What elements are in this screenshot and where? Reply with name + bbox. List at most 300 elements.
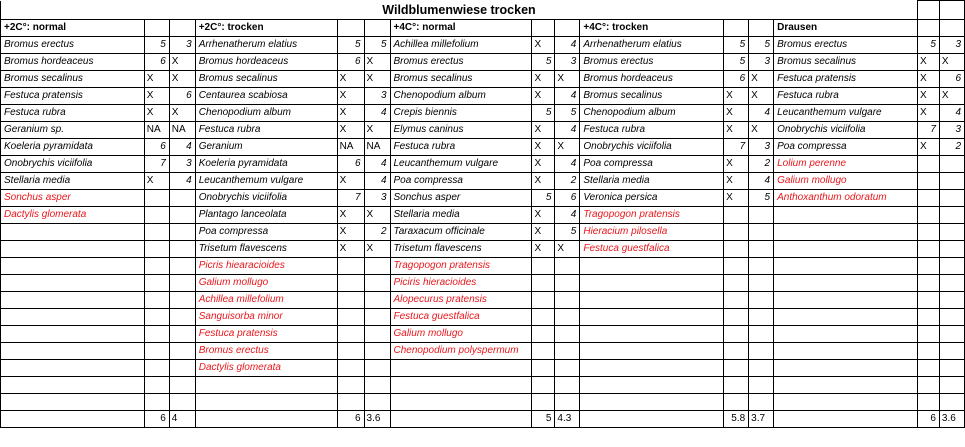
total-cell[interactable]: 4.3 — [555, 411, 580, 428]
empty-cell[interactable] — [749, 20, 774, 37]
empty-cell[interactable] — [337, 394, 364, 411]
species-name-cell[interactable]: Festuca pratensis — [195, 326, 337, 343]
species-name-cell[interactable]: Plantago lanceolata — [195, 207, 337, 224]
empty-cell[interactable] — [195, 394, 337, 411]
value-cell[interactable] — [337, 258, 364, 275]
species-name-cell[interactable]: Taraxacum officinale — [390, 224, 532, 241]
species-name-cell[interactable]: Leucanthemum vulgare — [195, 173, 337, 190]
species-name-cell[interactable]: Chenopodium album — [195, 105, 337, 122]
empty-cell[interactable] — [917, 275, 939, 292]
value-cell[interactable] — [917, 156, 939, 173]
value-cell[interactable] — [337, 360, 364, 377]
empty-cell[interactable] — [749, 377, 774, 394]
value-cell[interactable]: NA — [144, 122, 169, 139]
empty-cell[interactable] — [390, 411, 532, 428]
value-cell[interactable]: 2 — [749, 156, 774, 173]
species-name-cell[interactable]: Sonchus asper — [1, 190, 145, 207]
species-name-cell[interactable]: Lolium perenne — [774, 156, 918, 173]
value-cell[interactable] — [144, 190, 169, 207]
value-cell[interactable]: 5 — [144, 37, 169, 54]
value-cell[interactable]: X — [364, 71, 390, 88]
empty-cell[interactable] — [169, 394, 195, 411]
empty-cell[interactable] — [532, 360, 555, 377]
value-cell[interactable]: X — [555, 71, 580, 88]
species-name-cell[interactable]: Onobrychis viciifolia — [580, 139, 724, 156]
value-cell[interactable]: X — [749, 88, 774, 105]
value-cell[interactable]: X — [144, 105, 169, 122]
value-cell[interactable]: X — [337, 122, 364, 139]
value-cell[interactable]: X — [337, 224, 364, 241]
empty-cell[interactable] — [195, 411, 337, 428]
value-cell[interactable]: X — [939, 54, 964, 71]
value-cell[interactable]: 4 — [749, 105, 774, 122]
species-name-cell[interactable]: Koeleria pyramidata — [1, 139, 145, 156]
value-cell[interactable]: 4 — [169, 139, 195, 156]
species-name-cell[interactable]: Bromus erectus — [1, 37, 145, 54]
value-cell[interactable]: X — [169, 54, 195, 71]
value-cell[interactable]: 6 — [555, 190, 580, 207]
value-cell[interactable]: 5 — [532, 105, 555, 122]
value-cell[interactable]: X — [917, 105, 939, 122]
empty-cell[interactable] — [337, 20, 364, 37]
empty-cell[interactable] — [169, 343, 195, 360]
value-cell[interactable]: 6 — [337, 156, 364, 173]
species-name-cell[interactable]: Trisetum flavescens — [390, 241, 532, 258]
species-name-cell[interactable]: Achillea millefolium — [195, 292, 337, 309]
value-cell[interactable]: 4 — [555, 88, 580, 105]
species-name-cell[interactable]: Bromus secalinus — [580, 88, 724, 105]
value-cell[interactable]: 5 — [749, 190, 774, 207]
value-cell[interactable]: 4 — [169, 173, 195, 190]
empty-cell[interactable] — [144, 275, 169, 292]
empty-cell[interactable] — [749, 275, 774, 292]
value-cell[interactable]: 2 — [364, 224, 390, 241]
empty-cell[interactable] — [1, 394, 145, 411]
species-name-cell[interactable]: Festuca rubra — [195, 122, 337, 139]
value-cell[interactable]: X — [364, 207, 390, 224]
value-cell[interactable]: 5 — [364, 37, 390, 54]
species-name-cell[interactable]: Chenopodium album — [390, 88, 532, 105]
value-cell[interactable]: 5 — [337, 37, 364, 54]
species-name-cell[interactable]: Hieracium pilosella — [580, 224, 724, 241]
empty-cell[interactable] — [580, 360, 724, 377]
total-cell[interactable]: 5 — [532, 411, 555, 428]
species-name-cell[interactable]: Poa compressa — [195, 224, 337, 241]
value-cell[interactable]: 3 — [749, 54, 774, 71]
total-cell[interactable]: 6 — [144, 411, 169, 428]
empty-cell[interactable] — [169, 258, 195, 275]
empty-cell[interactable] — [939, 326, 964, 343]
species-name-cell[interactable]: Poa compressa — [580, 156, 724, 173]
species-name-cell[interactable]: Sonchus asper — [390, 190, 532, 207]
value-cell[interactable]: 3 — [939, 122, 964, 139]
empty-cell[interactable] — [144, 309, 169, 326]
empty-cell[interactable] — [917, 258, 939, 275]
value-cell[interactable]: X — [364, 122, 390, 139]
value-cell[interactable]: NA — [169, 122, 195, 139]
value-cell[interactable] — [364, 326, 390, 343]
empty-cell[interactable] — [917, 309, 939, 326]
value-cell[interactable] — [555, 275, 580, 292]
empty-cell[interactable] — [724, 377, 749, 394]
value-cell[interactable] — [939, 190, 964, 207]
empty-cell[interactable] — [939, 360, 964, 377]
total-cell[interactable]: 3.6 — [364, 411, 390, 428]
species-name-cell[interactable]: Leucanthemum vulgare — [774, 105, 918, 122]
empty-cell[interactable] — [939, 241, 964, 258]
species-name-cell[interactable]: Bromus secalinus — [1, 71, 145, 88]
species-name-cell[interactable]: Chenopodium polyspermum — [390, 343, 532, 360]
empty-cell[interactable] — [580, 309, 724, 326]
value-cell[interactable]: 3 — [555, 54, 580, 71]
empty-cell[interactable] — [169, 292, 195, 309]
value-cell[interactable]: 2 — [555, 173, 580, 190]
species-name-cell[interactable]: Sanguisorba minor — [195, 309, 337, 326]
value-cell[interactable]: 6 — [144, 139, 169, 156]
empty-cell[interactable] — [1, 241, 145, 258]
empty-cell[interactable] — [774, 326, 918, 343]
value-cell[interactable]: X — [532, 71, 555, 88]
value-cell[interactable]: 3 — [939, 37, 964, 54]
empty-cell[interactable] — [532, 20, 555, 37]
section-header[interactable]: +2C°: trocken — [195, 20, 337, 37]
empty-cell[interactable] — [580, 292, 724, 309]
value-cell[interactable]: X — [532, 139, 555, 156]
empty-cell[interactable] — [144, 343, 169, 360]
value-cell[interactable]: X — [532, 88, 555, 105]
value-cell[interactable] — [724, 241, 749, 258]
species-name-cell[interactable]: Stellaria media — [390, 207, 532, 224]
empty-cell[interactable] — [364, 394, 390, 411]
empty-cell[interactable] — [749, 360, 774, 377]
empty-cell[interactable] — [1, 377, 145, 394]
species-name-cell[interactable]: Trisetum flavescens — [195, 241, 337, 258]
value-cell[interactable]: X — [749, 71, 774, 88]
value-cell[interactable]: 7 — [917, 122, 939, 139]
value-cell[interactable]: X — [917, 71, 939, 88]
empty-cell[interactable] — [390, 377, 532, 394]
empty-cell[interactable] — [144, 224, 169, 241]
species-name-cell[interactable]: Galium mollugo — [195, 275, 337, 292]
value-cell[interactable]: X — [169, 71, 195, 88]
value-cell[interactable]: X — [337, 71, 364, 88]
empty-cell[interactable] — [144, 292, 169, 309]
empty-cell[interactable] — [724, 326, 749, 343]
empty-cell[interactable] — [390, 360, 532, 377]
species-name-cell[interactable]: Galium mollugo — [774, 173, 918, 190]
value-cell[interactable]: 5 — [532, 190, 555, 207]
value-cell[interactable] — [532, 275, 555, 292]
empty-cell[interactable] — [169, 326, 195, 343]
value-cell[interactable] — [532, 309, 555, 326]
value-cell[interactable]: X — [337, 88, 364, 105]
value-cell[interactable] — [169, 190, 195, 207]
empty-cell[interactable] — [917, 20, 939, 37]
value-cell[interactable] — [337, 292, 364, 309]
empty-cell[interactable] — [144, 258, 169, 275]
empty-cell[interactable] — [939, 377, 964, 394]
species-name-cell[interactable]: Anthoxanthum odoratum — [774, 190, 918, 207]
value-cell[interactable]: NA — [364, 139, 390, 156]
value-cell[interactable]: X — [555, 241, 580, 258]
empty-cell[interactable] — [144, 241, 169, 258]
value-cell[interactable] — [749, 241, 774, 258]
value-cell[interactable]: 7 — [144, 156, 169, 173]
empty-cell[interactable] — [917, 326, 939, 343]
value-cell[interactable]: 7 — [724, 139, 749, 156]
value-cell[interactable]: X — [939, 88, 964, 105]
empty-cell[interactable] — [774, 394, 918, 411]
species-name-cell[interactable]: Festuca guestfalica — [580, 241, 724, 258]
value-cell[interactable]: X — [532, 173, 555, 190]
value-cell[interactable]: 5 — [724, 54, 749, 71]
empty-cell[interactable] — [939, 292, 964, 309]
value-cell[interactable] — [724, 224, 749, 241]
empty-cell[interactable] — [749, 343, 774, 360]
empty-cell[interactable] — [774, 241, 918, 258]
species-name-cell[interactable]: Geranium — [195, 139, 337, 156]
species-name-cell[interactable]: Festuca guestfalica — [390, 309, 532, 326]
total-cell[interactable]: 5.8 — [724, 411, 749, 428]
section-header[interactable]: Drausen — [774, 20, 918, 37]
value-cell[interactable] — [555, 326, 580, 343]
empty-cell[interactable] — [169, 275, 195, 292]
species-name-cell[interactable]: Bromus erectus — [580, 54, 724, 71]
total-cell[interactable]: 6 — [917, 411, 939, 428]
value-cell[interactable] — [364, 360, 390, 377]
value-cell[interactable]: 4 — [555, 156, 580, 173]
species-name-cell[interactable]: Achillea millefolium — [390, 37, 532, 54]
empty-cell[interactable] — [1, 224, 145, 241]
value-cell[interactable] — [144, 207, 169, 224]
value-cell[interactable]: X — [144, 71, 169, 88]
empty-cell[interactable] — [774, 411, 918, 428]
empty-cell[interactable] — [939, 1, 964, 20]
value-cell[interactable]: 4 — [364, 105, 390, 122]
empty-cell[interactable] — [1, 258, 145, 275]
empty-cell[interactable] — [774, 377, 918, 394]
empty-cell[interactable] — [724, 343, 749, 360]
value-cell[interactable] — [364, 275, 390, 292]
empty-cell[interactable] — [580, 343, 724, 360]
value-cell[interactable]: 4 — [555, 37, 580, 54]
value-cell[interactable]: X — [169, 105, 195, 122]
species-name-cell[interactable]: Onobrychis viciifolia — [1, 156, 145, 173]
value-cell[interactable]: 3 — [364, 88, 390, 105]
species-name-cell[interactable]: Crepis biennis — [390, 105, 532, 122]
value-cell[interactable]: 5 — [749, 37, 774, 54]
empty-cell[interactable] — [555, 377, 580, 394]
species-name-cell[interactable]: Bromus hordeaceus — [580, 71, 724, 88]
value-cell[interactable]: X — [724, 156, 749, 173]
species-name-cell[interactable]: Bromus erectus — [195, 343, 337, 360]
empty-cell[interactable] — [939, 394, 964, 411]
empty-cell[interactable] — [532, 377, 555, 394]
value-cell[interactable]: 2 — [939, 139, 964, 156]
empty-cell[interactable] — [144, 326, 169, 343]
value-cell[interactable] — [364, 258, 390, 275]
value-cell[interactable]: X — [555, 139, 580, 156]
species-name-cell[interactable]: Dactylis glomerata — [195, 360, 337, 377]
empty-cell[interactable] — [364, 377, 390, 394]
species-name-cell[interactable]: Poa compressa — [774, 139, 918, 156]
species-name-cell[interactable]: Piciris hieracioides — [390, 275, 532, 292]
species-name-cell[interactable]: Tragopogon pratensis — [390, 258, 532, 275]
species-name-cell[interactable]: Bromus hordeaceus — [1, 54, 145, 71]
empty-cell[interactable] — [337, 377, 364, 394]
empty-cell[interactable] — [774, 343, 918, 360]
value-cell[interactable]: X — [364, 54, 390, 71]
species-name-cell[interactable]: Bromus erectus — [774, 37, 918, 54]
empty-cell[interactable] — [724, 394, 749, 411]
empty-cell[interactable] — [1, 360, 145, 377]
value-cell[interactable] — [555, 258, 580, 275]
species-name-cell[interactable]: Festuca pratensis — [774, 71, 918, 88]
species-name-cell[interactable]: Stellaria media — [580, 173, 724, 190]
value-cell[interactable] — [337, 326, 364, 343]
value-cell[interactable] — [364, 292, 390, 309]
empty-cell[interactable] — [144, 20, 169, 37]
value-cell[interactable]: X — [364, 241, 390, 258]
empty-cell[interactable] — [144, 360, 169, 377]
empty-cell[interactable] — [1, 292, 145, 309]
empty-cell[interactable] — [580, 377, 724, 394]
value-cell[interactable]: NA — [337, 139, 364, 156]
species-name-cell[interactable]: Bromus hordeaceus — [195, 54, 337, 71]
total-cell[interactable]: 4 — [169, 411, 195, 428]
empty-cell[interactable] — [195, 377, 337, 394]
value-cell[interactable]: 6 — [939, 71, 964, 88]
species-name-cell[interactable]: Onobrychis viciifolia — [195, 190, 337, 207]
value-cell[interactable]: 4 — [364, 156, 390, 173]
value-cell[interactable]: 3 — [169, 37, 195, 54]
value-cell[interactable] — [939, 156, 964, 173]
total-cell[interactable]: 3.7 — [749, 411, 774, 428]
species-name-cell[interactable]: Picris hiearacioides — [195, 258, 337, 275]
empty-cell[interactable] — [749, 326, 774, 343]
empty-cell[interactable] — [169, 377, 195, 394]
value-cell[interactable]: 5 — [532, 54, 555, 71]
empty-cell[interactable] — [580, 326, 724, 343]
empty-cell[interactable] — [169, 20, 195, 37]
empty-cell[interactable] — [532, 394, 555, 411]
value-cell[interactable]: X — [724, 173, 749, 190]
empty-cell[interactable] — [724, 309, 749, 326]
empty-cell[interactable] — [774, 275, 918, 292]
total-cell[interactable]: 6 — [337, 411, 364, 428]
empty-cell[interactable] — [1, 411, 145, 428]
empty-cell[interactable] — [169, 241, 195, 258]
value-cell[interactable]: X — [532, 156, 555, 173]
value-cell[interactable]: 7 — [337, 190, 364, 207]
value-cell[interactable]: X — [724, 122, 749, 139]
empty-cell[interactable] — [917, 1, 939, 20]
value-cell[interactable]: 3 — [169, 156, 195, 173]
species-name-cell[interactable]: Koeleria pyramidata — [195, 156, 337, 173]
value-cell[interactable] — [917, 190, 939, 207]
value-cell[interactable]: X — [532, 207, 555, 224]
empty-cell[interactable] — [917, 241, 939, 258]
empty-cell[interactable] — [939, 207, 964, 224]
value-cell[interactable]: 5 — [724, 37, 749, 54]
value-cell[interactable]: X — [144, 88, 169, 105]
value-cell[interactable]: X — [917, 139, 939, 156]
value-cell[interactable] — [749, 224, 774, 241]
section-header[interactable]: +4C°: trocken — [580, 20, 724, 37]
empty-cell[interactable] — [774, 224, 918, 241]
empty-cell[interactable] — [144, 394, 169, 411]
value-cell[interactable] — [917, 173, 939, 190]
empty-cell[interactable] — [774, 309, 918, 326]
species-name-cell[interactable]: Arrhenatherum elatius — [580, 37, 724, 54]
empty-cell[interactable] — [939, 258, 964, 275]
empty-cell[interactable] — [939, 309, 964, 326]
value-cell[interactable]: X — [337, 207, 364, 224]
value-cell[interactable]: 3 — [749, 139, 774, 156]
empty-cell[interactable] — [749, 258, 774, 275]
species-name-cell[interactable]: Onobrychis viciifolia — [774, 122, 918, 139]
value-cell[interactable]: X — [532, 37, 555, 54]
empty-cell[interactable] — [169, 360, 195, 377]
species-name-cell[interactable]: Festuca rubra — [1, 105, 145, 122]
value-cell[interactable] — [532, 326, 555, 343]
value-cell[interactable] — [939, 173, 964, 190]
empty-cell[interactable] — [749, 394, 774, 411]
empty-cell[interactable] — [939, 275, 964, 292]
species-name-cell[interactable]: Stellaria media — [1, 173, 145, 190]
species-name-cell[interactable]: Geranium sp. — [1, 122, 145, 139]
species-name-cell[interactable]: Tragopogon pratensis — [580, 207, 724, 224]
value-cell[interactable] — [169, 207, 195, 224]
empty-cell[interactable] — [144, 377, 169, 394]
empty-cell[interactable] — [724, 292, 749, 309]
value-cell[interactable]: 5 — [555, 105, 580, 122]
empty-cell[interactable] — [555, 360, 580, 377]
total-cell[interactable]: 3.6 — [939, 411, 964, 428]
empty-cell[interactable] — [917, 292, 939, 309]
value-cell[interactable]: X — [337, 173, 364, 190]
value-cell[interactable] — [749, 207, 774, 224]
value-cell[interactable]: 4 — [555, 122, 580, 139]
empty-cell[interactable] — [1, 309, 145, 326]
empty-cell[interactable] — [774, 207, 918, 224]
value-cell[interactable]: 5 — [555, 224, 580, 241]
value-cell[interactable]: X — [724, 190, 749, 207]
empty-cell[interactable] — [555, 394, 580, 411]
value-cell[interactable]: 6 — [144, 54, 169, 71]
empty-cell[interactable] — [724, 360, 749, 377]
species-name-cell[interactable]: Bromus erectus — [390, 54, 532, 71]
empty-cell[interactable] — [169, 224, 195, 241]
value-cell[interactable] — [337, 343, 364, 360]
species-name-cell[interactable]: Alopecurus pratensis — [390, 292, 532, 309]
value-cell[interactable]: X — [144, 173, 169, 190]
empty-cell[interactable] — [774, 360, 918, 377]
empty-cell[interactable] — [917, 207, 939, 224]
species-name-cell[interactable]: Bromus secalinus — [195, 71, 337, 88]
value-cell[interactable]: X — [749, 122, 774, 139]
value-cell[interactable] — [555, 343, 580, 360]
species-name-cell[interactable]: Festuca rubra — [774, 88, 918, 105]
species-name-cell[interactable]: Festuca rubra — [580, 122, 724, 139]
section-header[interactable]: +4C°: normal — [390, 20, 532, 37]
empty-cell[interactable] — [724, 20, 749, 37]
value-cell[interactable] — [532, 258, 555, 275]
value-cell[interactable] — [532, 292, 555, 309]
value-cell[interactable]: X — [917, 88, 939, 105]
value-cell[interactable]: 4 — [364, 173, 390, 190]
empty-cell[interactable] — [749, 292, 774, 309]
